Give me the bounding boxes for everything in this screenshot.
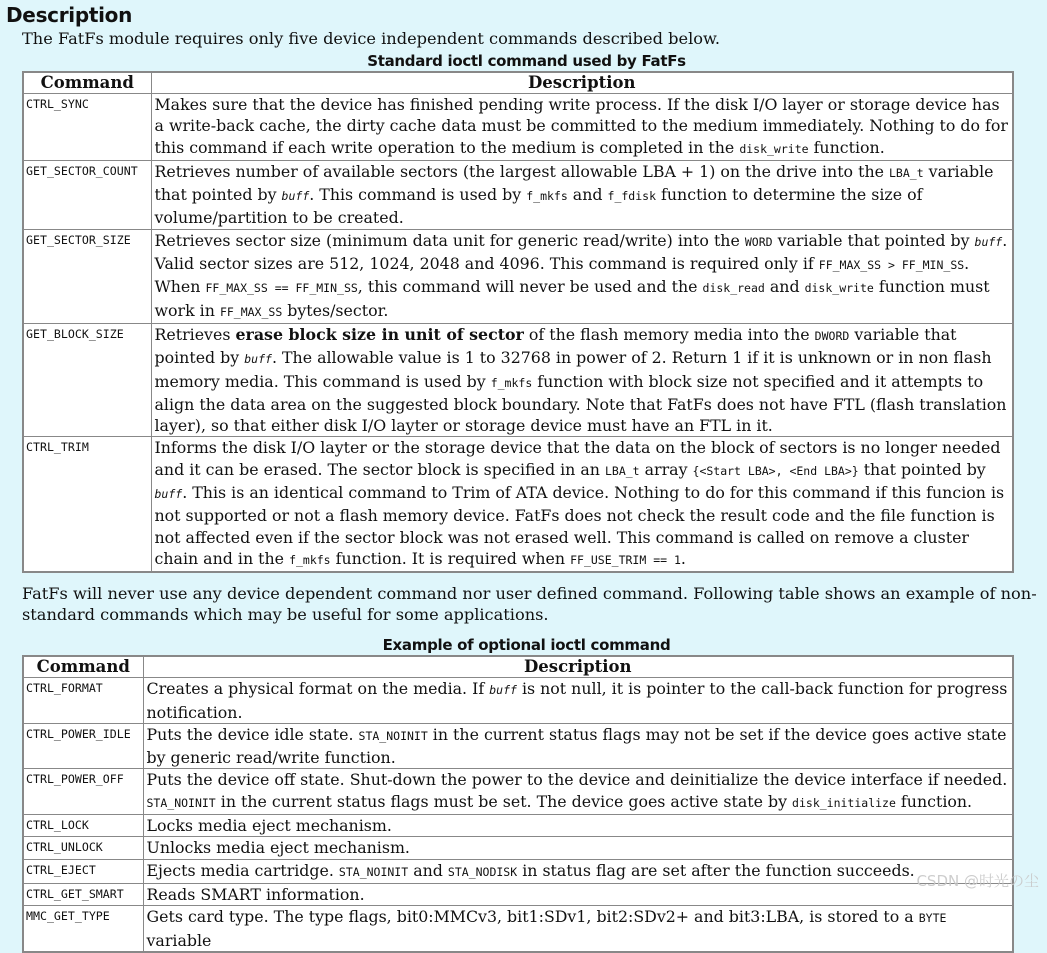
code-disk-write: disk_write bbox=[739, 141, 809, 156]
table2-header-command: Command bbox=[23, 656, 143, 678]
table1-header-description: Description bbox=[151, 72, 1013, 94]
description-cell: Locks media eject mechanism. bbox=[143, 815, 1013, 837]
command-cell: GET_SECTOR_COUNT bbox=[23, 160, 151, 229]
description-cell: Informs the disk I/O layter or the storage device that the data on the block of sectors is no longer needed and it can be erased. The sector block is specified in an LBA_t array {<Start LBA>, <End LBA>} that pointed by buff. This is an identical command to Trim of ATA device. Nothing to do for this command if this funcion is not supported or not a flash memory device. FatFs does not check the result code and the file function is not affected even if the sector block was not erased well. This command is called on remove a cluster chain and in the f_mkfs function. It is required when FF_USE_TRIM == 1. bbox=[151, 437, 1013, 572]
table-row bbox=[23, 769, 1013, 815]
table2-header-description: Description bbox=[143, 656, 1013, 678]
emphasis-text: erase block size in unit of sector bbox=[235, 324, 524, 344]
table1-caption: Standard ioctl command used by FatFs bbox=[367, 52, 686, 70]
description-cell: Gets card type. The type flags, bit0:MMCv3, bit1:SDv1, bit2:SDv2+ and bit3:LBA, is stored to a BYTE variable bbox=[143, 906, 1013, 952]
middle-text: FatFs will never use any device dependent command nor user defined command. Following table shows an example of non-standard commands which may be useful for some applications. bbox=[22, 584, 1037, 625]
description-cell: Puts the device off state. Shut-down the power to the device and deinitialize the device interface if needed. STA_NOINIT in the current status flags must be set. The device goes active state by disk_initialize function. bbox=[143, 769, 1013, 815]
page bbox=[6, 0, 1047, 953]
command-cell: CTRL_UNLOCK bbox=[23, 837, 143, 859]
table1-header-command: Command bbox=[23, 72, 151, 94]
description-cell: Reads SMART information. bbox=[143, 883, 1013, 905]
command-cell: CTRL_POWER_OFF bbox=[23, 769, 143, 815]
table-row bbox=[23, 815, 1013, 837]
command-cell: CTRL_POWER_IDLE bbox=[23, 723, 143, 769]
description-cell: Ejects media cartridge. STA_NOINIT and STA_NODISK in status flag are set after the function succeeds. bbox=[143, 859, 1013, 883]
description-cell: Retrieves erase block size in unit of sector of the flash memory media into the DWORD variable that pointed by buff. The allowable value is 1 to 32768 in power of 2. Return 1 if it is unknown or in non flash memory media. This command is used by f_mkfs function with block size not specified and it attempts to align the data area on the suggested block boundary. Note that FatFs does not have FTL (flash translation layer), so that either disk I/O layter or storage device must have an FTL in it. bbox=[151, 323, 1013, 436]
table-row bbox=[23, 437, 1013, 572]
command-cell: CTRL_FORMAT bbox=[23, 678, 143, 724]
command-cell: GET_SECTOR_SIZE bbox=[23, 229, 151, 323]
table-row bbox=[23, 837, 1013, 859]
table-row bbox=[23, 859, 1013, 883]
description-cell: Makes sure that the device has finished pending write process. If the disk I/O layer or storage device has a write-back cache, the dirty cache data must be committed to the medium immediately. Nothing to do for this command if each write operation to the medium is completed in the disk_write function. bbox=[151, 94, 1013, 161]
table-row bbox=[23, 229, 1013, 323]
description-cell: Retrieves sector size (minimum data unit for generic read/write) into the WORD variable that pointed by buff. Valid sector sizes are 512, 1024, 2048 and 4096. This command is required only if FF_MAX_SS > FF_MIN_SS. When FF_MAX_SS == FF_MIN_SS, this command will never be used and the disk_read and disk_write function must work in FF_MAX_SS bytes/sector. bbox=[151, 229, 1013, 323]
command-cell: CTRL_LOCK bbox=[23, 815, 143, 837]
command-cell: CTRL_TRIM bbox=[23, 437, 151, 572]
description-cell: Creates a physical format on the media. If buff is not null, it is pointer to the call-back function for progress notification. bbox=[143, 678, 1013, 724]
table-row bbox=[23, 160, 1013, 229]
table-row bbox=[23, 883, 1013, 905]
command-cell: GET_BLOCK_SIZE bbox=[23, 323, 151, 436]
optional-ioctl-table bbox=[22, 655, 1014, 953]
standard-ioctl-table bbox=[22, 71, 1014, 573]
csdn-watermark: CSDN @时光の尘 bbox=[916, 872, 1039, 890]
section-heading: Description bbox=[6, 3, 133, 27]
intro-text: The FatFs module requires only five device independent commands described below. bbox=[22, 29, 721, 48]
table-row bbox=[23, 94, 1013, 161]
command-cell: CTRL_SYNC bbox=[23, 94, 151, 161]
description-cell: Retrieves number of available sectors (the largest allowable LBA + 1) on the drive into the LBA_t variable that pointed by buff. This command is used by f_mkfs and f_fdisk function to determine the size of volume/partition to be created. bbox=[151, 160, 1013, 229]
table-row bbox=[23, 678, 1013, 724]
command-cell: MMC_GET_TYPE bbox=[23, 906, 143, 952]
table2-caption: Example of optional ioctl command bbox=[382, 636, 671, 655]
command-cell: CTRL_EJECT bbox=[23, 859, 143, 883]
description-cell: Puts the device idle state. STA_NOINIT in the current status flags may not be set if the device goes active state by generic read/write function. bbox=[143, 723, 1013, 769]
table-row bbox=[23, 906, 1013, 952]
command-cell: CTRL_GET_SMART bbox=[23, 883, 143, 905]
description-cell: Unlocks media eject mechanism. bbox=[143, 837, 1013, 859]
table-row bbox=[23, 323, 1013, 436]
table-row bbox=[23, 723, 1013, 769]
